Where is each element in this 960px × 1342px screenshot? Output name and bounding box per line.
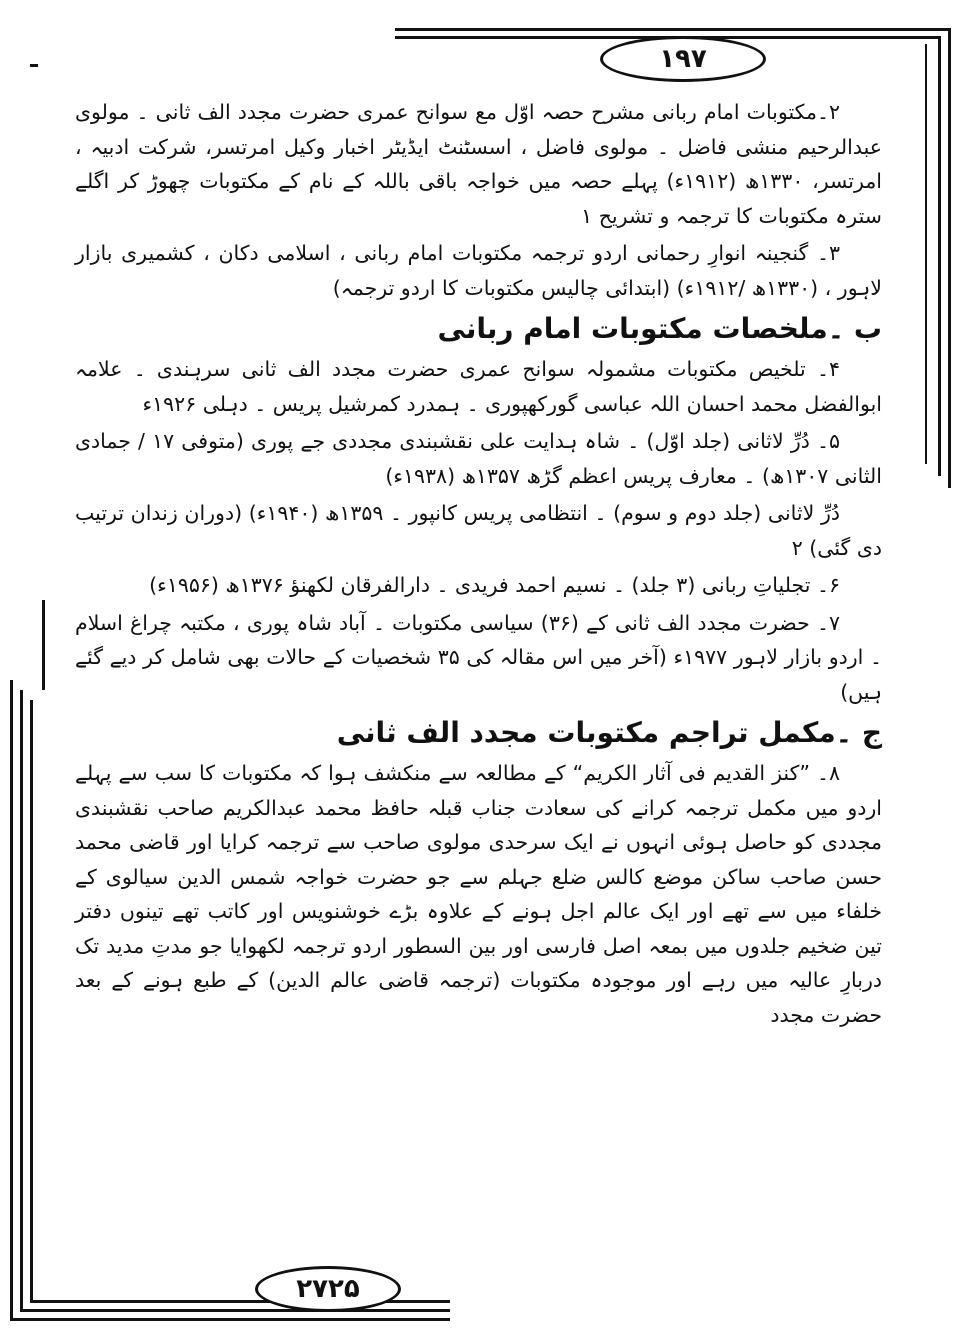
border-left-upper <box>42 600 45 690</box>
border-bottom-outer <box>10 1318 450 1321</box>
section-heading-c: ج ۔مکمل تراجم مکتوبات مجدد الف ثانی <box>336 716 882 749</box>
entry-3: ۳۔ گنجینہ انوارِ رحمانی اردو ترجمہ مکتوبات امام ربانی ، اسلامی دکان ، کشمیری بازار لاہور ، (۱۳۳۰ھ /۱۹۱۲ء) (ابتدائی چالیس مکتوبات کا اردو ترجمہ) <box>75 241 882 300</box>
border-left-mid <box>20 690 23 1310</box>
border-right-innermost <box>925 44 927 464</box>
border-right-outer <box>948 28 951 488</box>
section-heading-b: ب ۔ملخصات مکتوبات امام ربانی <box>437 312 882 345</box>
entry-5: ۵۔ دُرِّ لاثانی (جلد اوّل) ۔ شاہ ہدایت علی نقشبندی مجددی جے پوری (متوفی ۱۷ / جمادی الثانی ۱۳۰۷ھ) ۔ معارف پریس اعظم گڑھ ۱۳۵۷ھ (۱۹۳۸ء) <box>75 429 882 488</box>
entry-4: ۴۔ تلخیص مکتوبات مشمولہ سوانح عمری حضرت مجدد الف ثانی سرہندی ۔ علامہ ابوالفضل محمد احسان اللہ عباسی گورکھپوری ۔ ہمدرد کمرشیل پریس ۔ دہلی ۱۹۲۶ء <box>75 357 882 416</box>
border-left-outer <box>10 680 13 1320</box>
header-page-number: ۱۹۷ <box>600 36 766 82</box>
border-left-inner <box>30 700 33 1300</box>
entry-2: ۲۔مکتوبات امام ربانی مشرح حصہ اوّل مع سوانح عمری حضرت مجدد الف ثانی ۔ مولوی عبدالرحیم منشی فاضل ۔ مولوی فاضل ، اسسٹنٹ ایڈیٹر اخبار وکیل امرتسر، شرکت ادبیہ ، امرتسر، ۱۳۳۰ھ (۱۹۱۲ء) پہلے حصہ میں خواجہ باقی باللہ کے نام کے مکتوبات چھوڑ کر اگلے سترہ مکتوبات کا ترجمہ و تشریح ۱ <box>75 100 882 228</box>
page-body <box>75 95 882 1272</box>
entry-6: ۶۔ تجلیاتِ ربانی (۳ جلد) ۔ نسیم احمد فریدی ۔ دارالفرقان لکھنؤ ۱۳۷۶ھ (۱۹۵۶ء) <box>149 573 840 597</box>
border-bottom-mid <box>20 1309 450 1312</box>
border-top-outer <box>395 28 950 31</box>
entry-7: ۷۔ حضرت مجدد الف ثانی کے (۳۶) سیاسی مکتوبات ۔ آباد شاہ پوری ، مکتبہ چراغ اسلام ۔ اردو بازار لاہور ۱۹۷۷ء (آخر میں اس مقالہ کی ۳۵ شخصیات کے حالات بھی شامل کر دیے گئے ہیں) <box>75 610 882 704</box>
border-top-left-stub <box>30 64 38 67</box>
entry-5-continued: دُرِّ لاثانی (جلد دوم و سوم) ۔ انتظامی پریس کانپور ۔ ۱۳۵۹ھ (۱۹۴۰ء) (دوران زندان ترتیب دی گئی) ۲ <box>75 501 882 560</box>
border-right-inner <box>938 36 941 476</box>
entry-8: ۸۔ ”کنز القدیم فی آثار الکریم“ کے مطالعہ سے منکشف ہوا کہ مکتوبات کا سب سے پہلے اردو میں مکمل ترجمہ کرانے کی سعادت جناب قبلہ حافظ محمد عبدالکریم صاحب نقشبندی مجددی کو حاصل ہوئی انہوں نے ایک سرحدی مولوی صاحب سے ترجمہ کرایا اور قاضی محمد حسن صاحب ساکن موضع کالس ضلع جہلم سے جو حضرت خواجہ شمس الدین سیالوی کے خلفاء میں سے تھے اور ایک عالم اجل ہونے کے علاوہ بڑے خوشنویس اور کاتب تھے تینوں دفتر تین ضخیم جلدوں میں بمعہ اصل فارسی اور بین السطور اردو ترجمہ لکھوایا جو مدتِ مدید تک دربارِ عالیہ میں رہے اور موجودہ مکتوبات (ترجمہ قاضی عالم الدین) کے طبع ہونے کے بعد حضرت مجدد <box>75 761 882 1027</box>
footer-page-number: ۲۷۲۵ <box>255 1266 401 1312</box>
